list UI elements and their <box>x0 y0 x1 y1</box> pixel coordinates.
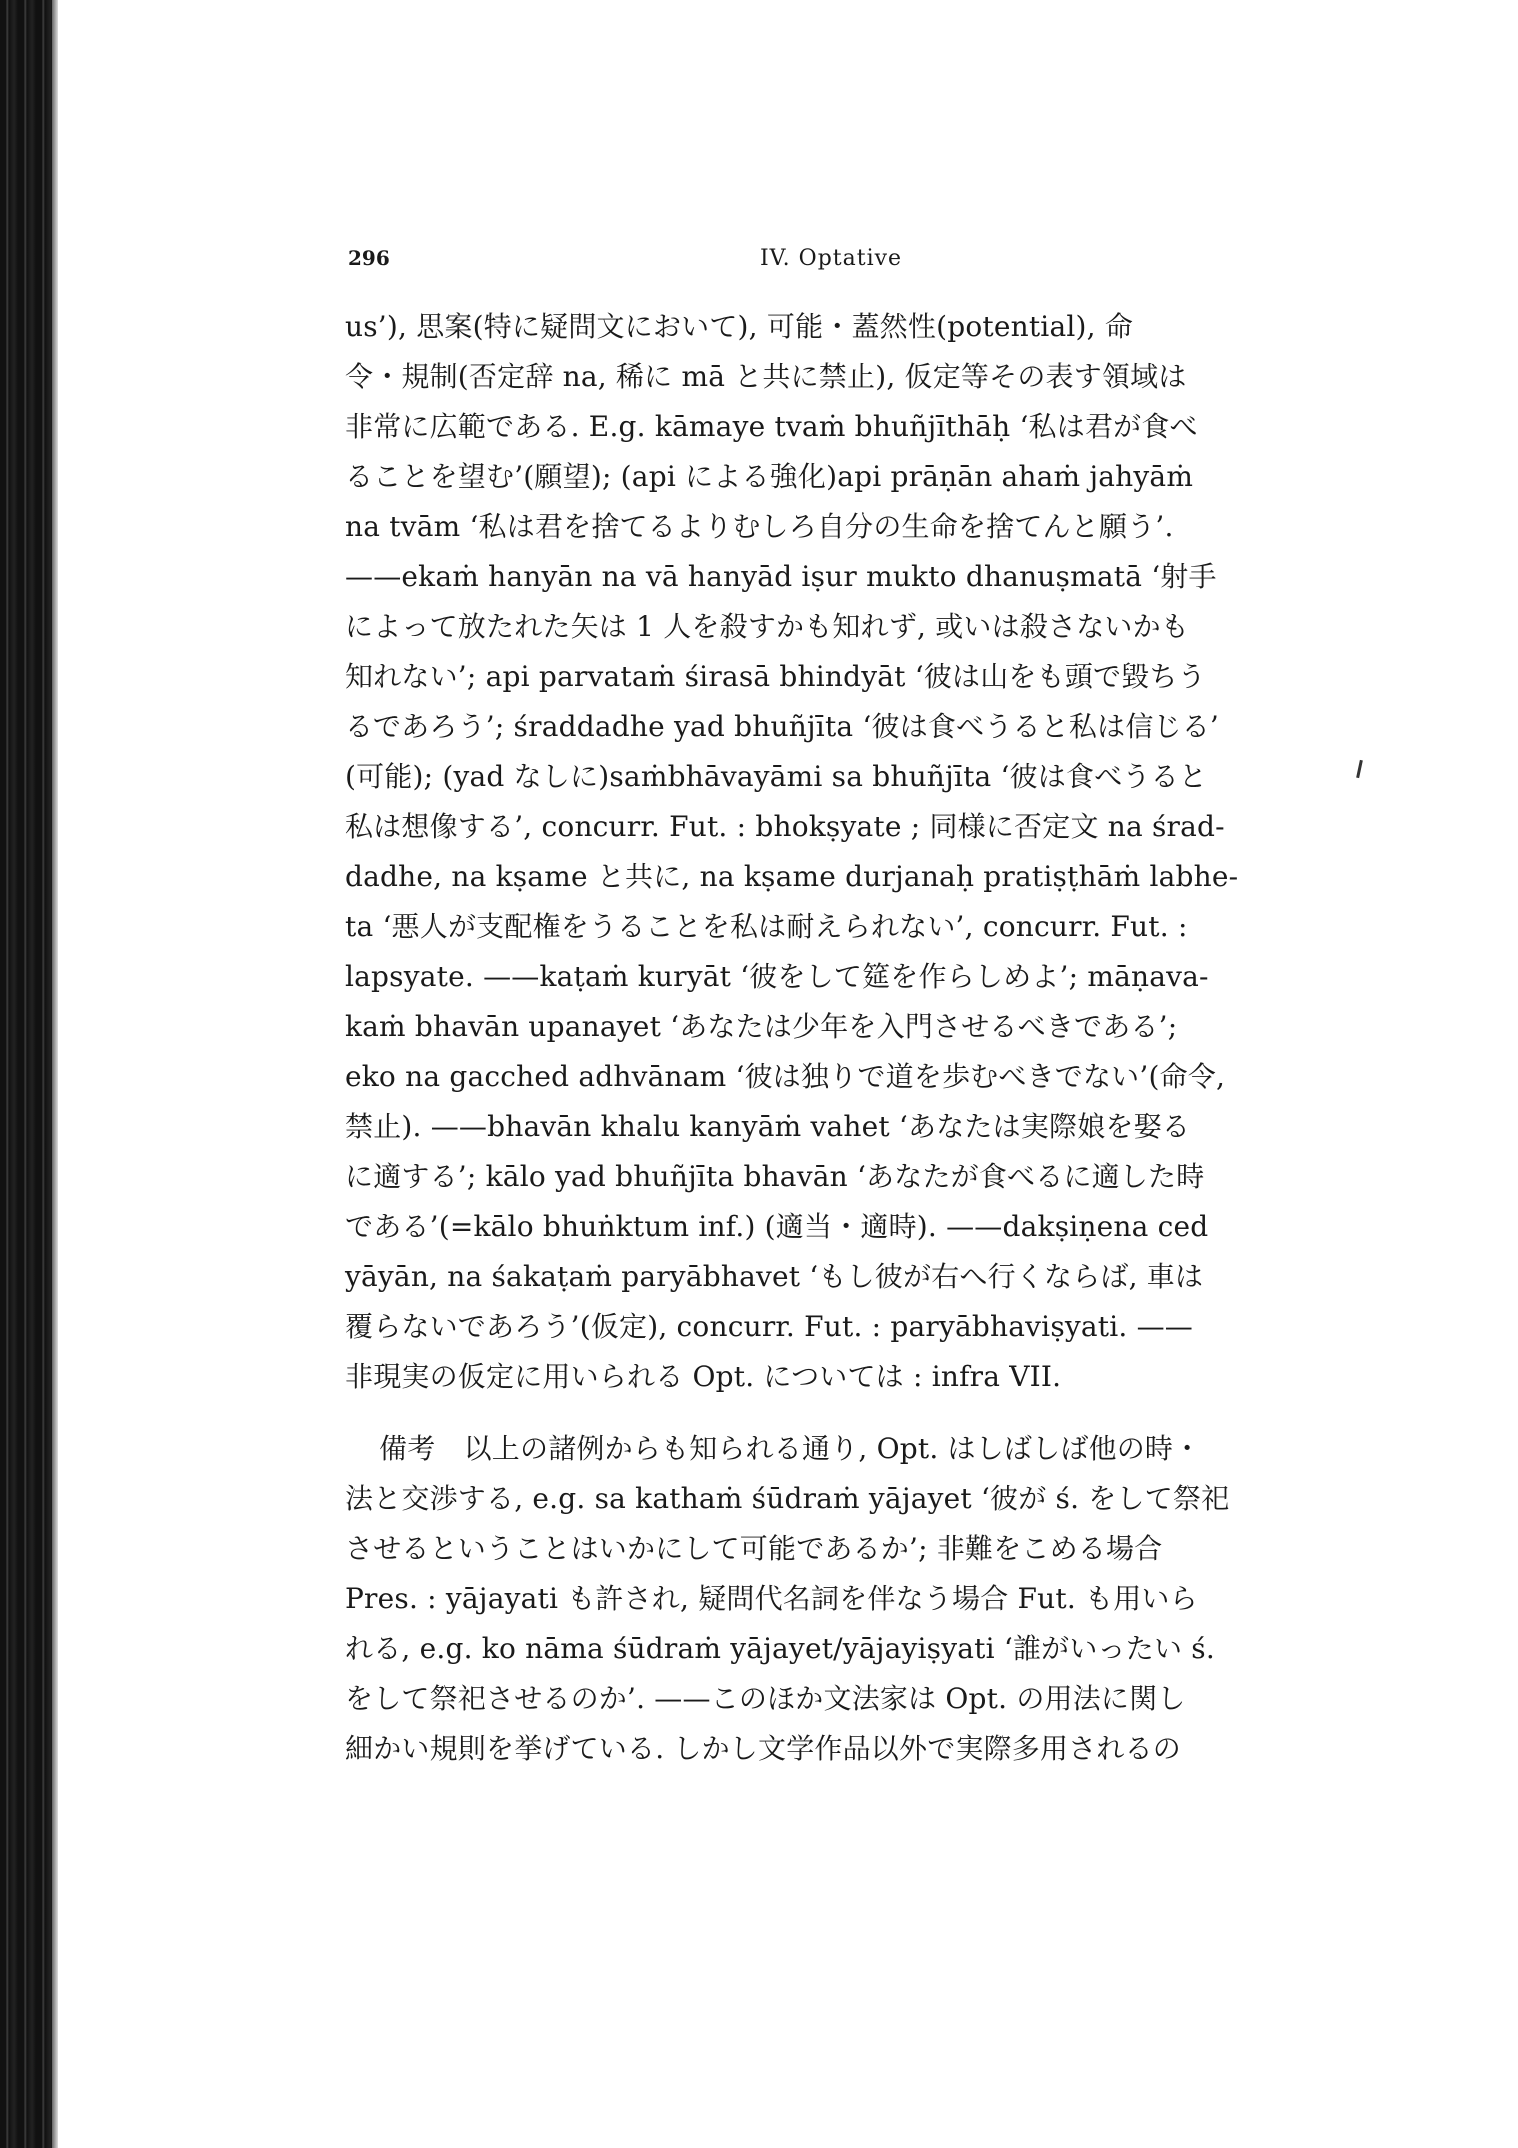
text-line: 禁止). ——bhavān khalu kanyāṁ vahet ‘あなたは実際娘を娶る <box>345 1110 1191 1143</box>
text-line: dadhe, na kṣame と共に, na kṣame durjanaḥ pratiṣṭhāṁ labhe- <box>345 860 1239 893</box>
text-line: させるということはいかにして可能であるか’; 非難をこめる場合 <box>345 1532 1163 1565</box>
paragraph-gap <box>345 1402 1317 1424</box>
text-line: である’(=kālo bhuṅktum inf.) (適当・適時). ——dakṣiṇena ced <box>345 1210 1209 1243</box>
paragraph-remark <box>345 1424 1317 1774</box>
text-line: をして祭祀させるのか’. ——このほか文法家は Opt. の用法に関し <box>345 1682 1186 1715</box>
paragraph-main <box>345 302 1317 1402</box>
text-line: 私は想像する’, concurr. Fut. : bhokṣyate ; 同様に否定文 na śrad- <box>345 810 1225 843</box>
text-line: eko na gacched adhvānam ‘彼は独りで道を歩むべきでない’(命令, <box>345 1060 1226 1093</box>
text-line: れる, e.g. ko nāma śūdraṁ yājayet/yājayiṣyati ‘誰がいったい ś. <box>345 1632 1215 1665</box>
stray-ink-mark <box>1356 760 1363 778</box>
text-line: us’), 思案(特に疑問文において), 可能・蓋然性(potential), 命 <box>345 310 1134 343</box>
text-line: lapsyate. ——kaṭaṁ kuryāt ‘彼をして筵を作らしめよ’; māṇava- <box>345 960 1209 993</box>
text-line: ——ekaṁ hanyān na vā hanyād iṣur mukto dhanuṣmatā ‘射手 <box>345 560 1217 593</box>
text-line: 備考 以上の諸例からも知られる通り, Opt. はしばしば他の時・ <box>379 1432 1202 1465</box>
book-spine-shadow <box>0 0 58 2148</box>
running-head: IV. Optative <box>759 246 903 271</box>
text-line: kaṁ bhavān upanayet ‘あなたは少年を入門させるべきである’; <box>345 1010 1178 1043</box>
page-number: 296 <box>348 246 390 270</box>
text-line: 非現実の仮定に用いられる Opt. については : infra VII. <box>345 1360 1062 1393</box>
text-line: 法と交渉する, e.g. sa kathaṁ śūdraṁ yājayet ‘彼が ś. をして祭祀 <box>345 1482 1230 1515</box>
text-line: na tvām ‘私は君を捨てるよりむしろ自分の生命を捨てんと願う’. <box>345 510 1174 543</box>
text-line: 知れない’; api parvataṁ śirasā bhindyāt ‘彼は山をも頭で毀ちう <box>345 660 1206 693</box>
text-line: に適する’; kālo yad bhuñjīta bhavān ‘あなたが食べるに適した時 <box>345 1160 1205 1193</box>
text-line: ることを望む’(願望); (api による強化)api prāṇān ahaṁ jahyāṁ <box>345 460 1194 493</box>
text-line: 非常に広範である. E.g. kāmaye tvaṁ bhuñjīthāḥ ‘私は君が食べ <box>345 410 1198 443</box>
text-line: によって放たれた矢は 1 人を殺すかも知れず, 或いは殺さないかも <box>345 610 1190 643</box>
text-line: 令・規制(否定辞 na, 稀に mā と共に禁止), 仮定等その表す領域は <box>345 360 1187 393</box>
text-line: 覆らないであろう’(仮定), concurr. Fut. : paryābhaviṣyati. —— <box>345 1310 1194 1343</box>
text-line: yāyān, na śakaṭaṁ paryābhavet ‘もし彼が右へ行くならば, 車は <box>345 1260 1204 1293</box>
text-line: (可能); (yad なしに)saṁbhāvayāmi sa bhuñjīta ‘彼は食べうると <box>345 760 1208 793</box>
text-line: Pres. : yājayati も許され, 疑問代名詞を伴なう場合 Fut. も用いら <box>345 1582 1198 1615</box>
page-body <box>345 302 1317 1774</box>
page-header <box>348 246 1314 276</box>
text-line: るであろう’; śraddadhe yad bhuñjīta ‘彼は食べうると私は信じる’ <box>345 710 1220 743</box>
text-line: ta ‘悪人が支配権をうることを私は耐えられない’, concurr. Fut. : <box>345 910 1188 943</box>
text-line: 細かい規則を挙げている. しかし文学作品以外で実際多用されるの <box>345 1732 1182 1765</box>
